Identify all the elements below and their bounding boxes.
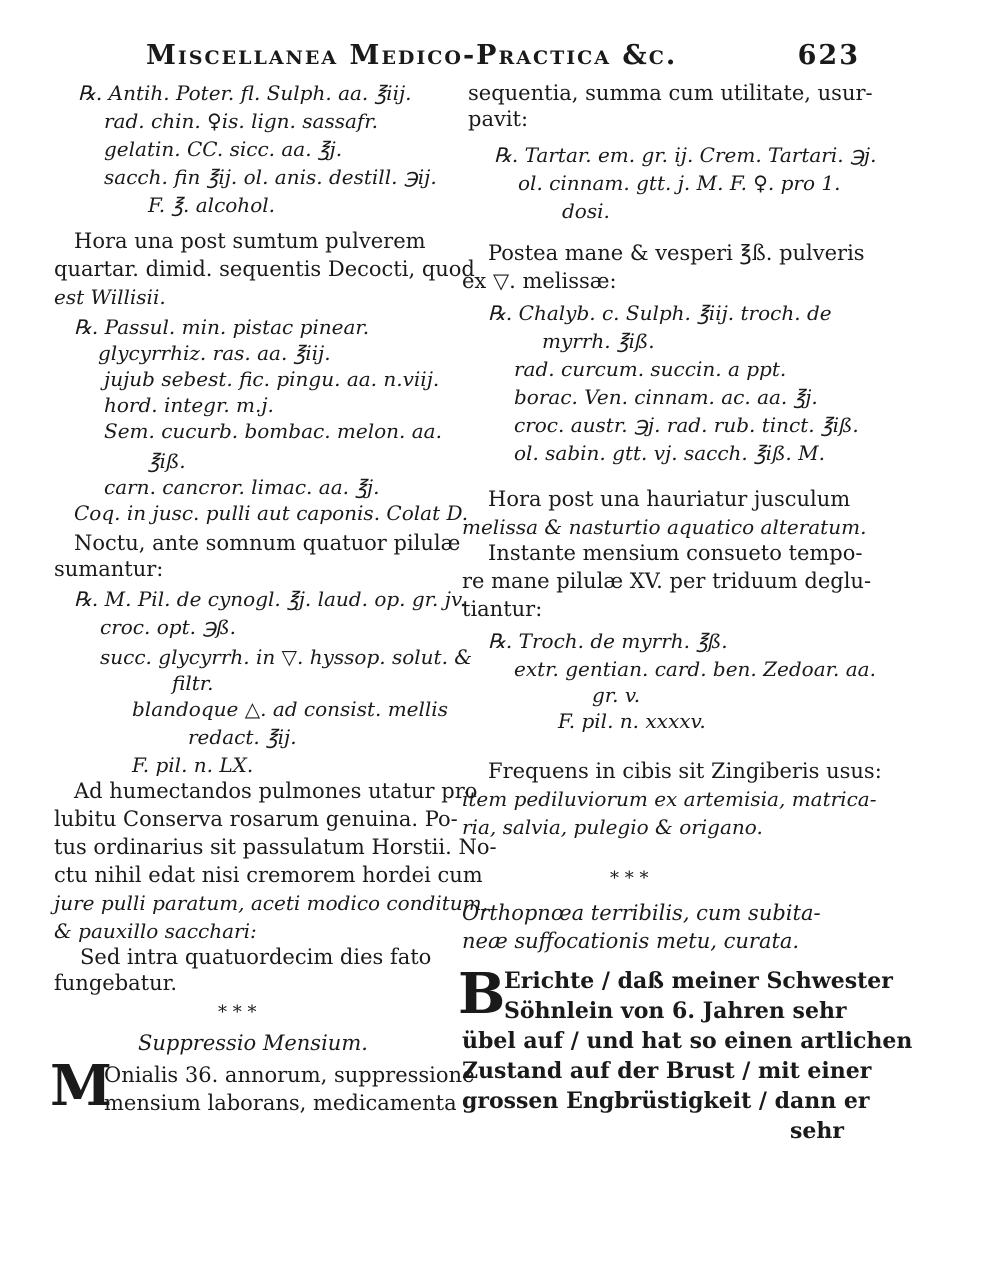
text-line: sequentia, summa cum utilitate, usur- — [468, 81, 873, 105]
text-line: melissa & nasturtio aquatico alteratum. — [462, 515, 867, 539]
text-line: Hora una post sumtum pulverem — [74, 229, 426, 253]
text-line: Noctu, ante somnum quatuor pilulæ — [74, 531, 461, 555]
text-line: mensium laborans, medicamenta — [104, 1091, 457, 1115]
text-line: tus ordinarius sit passulatum Horstii. No- — [54, 835, 497, 859]
text-line: ℞. Antih. Poter. fl. Sulph. aa. ℥iij. — [78, 81, 412, 105]
text-line: carn. cancror. limac. aa. ℥j. — [104, 475, 380, 499]
text-line: Instante mensium consueto tempo- — [488, 541, 863, 565]
text-line: Sem. cucurb. bombac. melon. aa. — [104, 419, 442, 443]
text-line: F. ℥. alcohol. — [148, 193, 275, 217]
drop-capital: M — [50, 1053, 112, 1119]
section-heading: neæ suffocationis metu, curata. — [462, 929, 800, 953]
text-line: borac. Ven. cinnam. ac. aa. ℥j. — [514, 385, 818, 409]
text-line: re mane pilulæ XV. per triduum deglu- — [462, 569, 872, 593]
section-heading: Orthopnœa terribilis, cum subita- — [462, 901, 821, 925]
text-line: ℞. Passul. min. pistac pinear. — [74, 315, 370, 339]
page-number: 623 — [797, 40, 860, 71]
text-line: succ. glycyrrh. in ▽. hyssop. solut. & — [100, 645, 473, 669]
text-line: ol. sabin. gtt. vj. sacch. ℥iß. M. — [514, 441, 825, 465]
text-line: übel auf / und hat so einen artlichen — [462, 1028, 913, 1054]
text-line: ria, salvia, pulegio & origano. — [462, 815, 763, 839]
text-line: fungebatur. — [54, 971, 178, 995]
text-line: extr. gentian. card. ben. Zedoar. aa. — [514, 657, 876, 681]
text-line: gr. v. — [592, 683, 641, 707]
text-line: Erichte / daß meiner Schwester — [504, 968, 893, 994]
text-line: ol. cinnam. gtt. j. M. F. ♀. pro 1. — [518, 171, 841, 195]
running-header — [140, 40, 860, 84]
running-title: Miscellanea Medico-Practica &c. — [146, 40, 678, 71]
text-line: ℥iß. — [148, 449, 186, 473]
text-line: blandoque △. ad consist. mellis — [132, 697, 448, 721]
text-line: lubitu Conserva rosarum genuina. Po- — [54, 807, 458, 831]
text-line: gelatin. CC. sicc. aa. ℥j. — [104, 137, 343, 161]
text-line: Postea mane & vesperi ℥ß. pulveris — [488, 241, 865, 265]
text-line: F. pil. n. LX. — [132, 753, 254, 777]
text-line: ℞. M. Pil. de cynogl. ℥j. laud. op. gr. jv. — [74, 587, 467, 611]
drop-capital: B — [458, 961, 506, 1027]
text-line: Frequens in cibis sit Zingiberis usus: — [488, 759, 882, 783]
text-line: glycyrrhiz. ras. aa. ℥iij. — [98, 341, 331, 365]
section-heading: Suppressio Mensium. — [138, 1031, 368, 1055]
text-line: item pediluviorum ex artemisia, matrica- — [462, 787, 877, 811]
text-line: Onialis 36. annorum, suppressione — [104, 1063, 475, 1087]
section-divider-stars: * * * — [218, 1002, 257, 1023]
text-line: filtr. — [172, 671, 214, 695]
text-line: Söhnlein von 6. Jahren sehr — [504, 998, 847, 1024]
text-line: redact. ℥ij. — [188, 725, 297, 749]
text-line: ℞. Chalyb. c. Sulph. ℥iij. troch. de — [488, 301, 832, 325]
text-line: grossen Engbrüstigkeit / dann er — [462, 1088, 870, 1114]
text-line: ℞. Tartar. em. gr. ij. Crem. Tartari. ℈j. — [494, 143, 877, 167]
text-line: Zustand auf der Brust / mit einer — [462, 1058, 872, 1084]
section-divider-stars: * * * — [610, 868, 649, 889]
text-line: rad. chin. ♀is. lign. sassafr. — [104, 109, 379, 133]
text-line: ex ▽. melissæ: — [462, 269, 617, 293]
text-line: Sed intra quatuordecim dies fato — [80, 945, 432, 969]
text-line: tiantur: — [462, 597, 543, 621]
text-line: Hora post una hauriatur jusculum — [488, 487, 851, 511]
text-line: F. pil. n. xxxxv. — [558, 709, 706, 733]
text-line: sacch. fin ℥ij. ol. anis. destill. ℈ij. — [104, 165, 437, 189]
text-line: quartar. dimid. sequentis Decocti, quod — [54, 257, 475, 281]
text-line: croc. opt. ℈ß. — [100, 615, 236, 639]
text-line: dosi. — [562, 199, 610, 223]
text-line: Ad humectandos pulmones utatur pro — [74, 779, 478, 803]
text-line: jujub sebest. fic. pingu. aa. n.viij. — [104, 367, 440, 391]
text-line: ctu nihil edat nisi cremorem hordei cum — [54, 863, 483, 887]
text-line: & pauxillo sacchari: — [54, 919, 257, 943]
text-line: jure pulli paratum, aceti modico conditum, — [54, 891, 488, 915]
text-line: myrrh. ℥iß. — [542, 329, 655, 353]
text-line: ℞. Troch. de myrrh. ℥ß. — [488, 629, 728, 653]
text-line: sumantur: — [54, 557, 164, 581]
text-line: croc. austr. ℈j. rad. rub. tinct. ℥iß. — [514, 413, 859, 437]
text-line: rad. curcum. succin. a ppt. — [514, 357, 787, 381]
text-line: Coq. in jusc. pulli aut caponis. Colat D. — [74, 501, 469, 525]
text-line: sehr — [790, 1118, 844, 1144]
text-line: hord. integr. m.j. — [104, 393, 274, 417]
text-line: est Willisii. — [54, 285, 166, 309]
text-line: pavit: — [468, 107, 529, 131]
